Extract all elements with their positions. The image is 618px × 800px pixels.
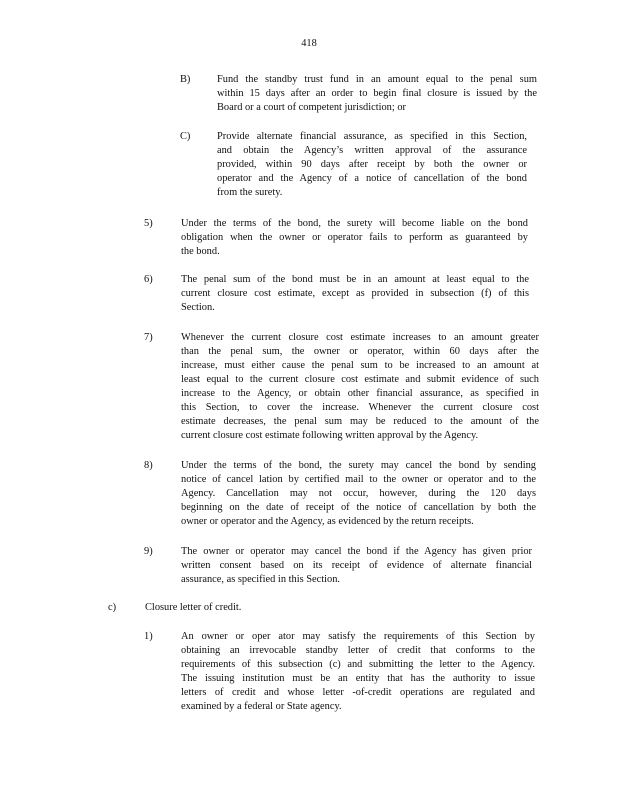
item-marker: 7): [144, 332, 153, 343]
text-line: Under the terms of the bond, the surety may cancel the bond by sending: [181, 460, 536, 471]
text-line: requirements of this subsection (c) and submitting the letter to the Agency.: [181, 659, 535, 670]
item-marker: 9): [144, 546, 153, 557]
item-text: [217, 130, 527, 200]
item-text: [181, 545, 532, 587]
text-line: operator and the Agency of a notice of cancellation of the bond: [217, 173, 527, 184]
text-line: this Section, to cover the increase. Whenever the current closure cost: [181, 402, 539, 413]
item-marker: 8): [144, 460, 153, 471]
text-line: An owner or oper ator may satisfy the requirements of this Section by: [181, 631, 535, 642]
text-line: examined by a federal or State agency.: [181, 701, 342, 712]
item-marker: 5): [144, 218, 153, 229]
text-line: current closure cost estimate, except as provided in subsection (f) of this: [181, 288, 529, 299]
text-line: letters of credit and whose letter -of-credit operations are regulated and: [181, 687, 535, 698]
text-line: Section.: [181, 302, 215, 313]
item-marker: B): [180, 74, 191, 85]
text-line: current closure cost estimate following written approval by the Agency.: [181, 430, 479, 441]
text-line: assurance, as specified in this Section.: [181, 574, 340, 585]
item-marker: C): [180, 131, 191, 142]
item-text: [181, 217, 528, 259]
text-line: increase, must either cause the penal sum to be increased to an amount at: [181, 360, 539, 371]
text-line: The owner or operator may cancel the bond if the Agency has given prior: [181, 546, 532, 557]
text-line: least equal to the current closure cost estimate and submit evidence of such: [181, 374, 539, 385]
text-line: estimate decreases, the penal sum may be reduced to the amount of the: [181, 416, 539, 427]
item-marker: c): [108, 602, 117, 613]
text-line: Fund the standby trust fund in an amount equal to the penal sum: [217, 74, 537, 85]
text-line: obligation when the owner or operator fails to perform as guaranteed by: [181, 232, 528, 243]
text-line: from the surety.: [217, 187, 283, 198]
text-line: obtaining an irrevocable standby letter of credit that conforms to the: [181, 645, 535, 656]
text-line: Provide alternate financial assurance, as specified in this Section,: [217, 131, 527, 142]
item-text: [217, 73, 537, 115]
text-line: than the penal sum, the owner or operator, within 60 days after the: [181, 346, 539, 357]
text-line: Under the terms of the bond, the surety will become liable on the bond: [181, 218, 528, 229]
item-marker: 6): [144, 274, 153, 285]
text-line: Closure letter of credit.: [145, 602, 242, 613]
text-line: The penal sum of the bond must be in an amount at least equal to the: [181, 274, 529, 285]
text-line: beginning on the date of receipt of the notice of cancellation by both the: [181, 502, 536, 513]
text-line: Whenever the current closure cost estimate increases to an amount greater: [181, 332, 539, 343]
text-line: provided, within 90 days after receipt by both the owner or: [217, 159, 527, 170]
text-line: owner or operator and the Agency, as evidenced by the return receipts.: [181, 516, 474, 527]
item-text: [181, 459, 536, 529]
text-line: the bond.: [181, 246, 220, 257]
item-marker: 1): [144, 631, 153, 642]
item-text: [181, 331, 539, 443]
text-line: Agency. Cancellation may not occur, however, during the 120 days: [181, 488, 536, 499]
text-line: written consent based on its receipt of evidence of alternate financial: [181, 560, 532, 571]
text-line: notice of cancel lation by certified mail to the owner or operator and to the: [181, 474, 536, 485]
item-text: [181, 273, 529, 315]
text-line: increase to the Agency, or obtain other financial assurance, as specified in: [181, 388, 539, 399]
item-text: [181, 630, 535, 714]
text-line: and obtain the Agency’s written approval of the assurance: [217, 145, 527, 156]
text-line: Board or a court of competent jurisdiction; or: [217, 102, 406, 113]
text-line: The issuing institution must be an entity that has the authority to issue: [181, 673, 535, 684]
item-text: [145, 601, 345, 615]
page-number: 418: [301, 38, 317, 49]
text-line: within 15 days after an order to begin final closure is issued by the: [217, 88, 537, 99]
